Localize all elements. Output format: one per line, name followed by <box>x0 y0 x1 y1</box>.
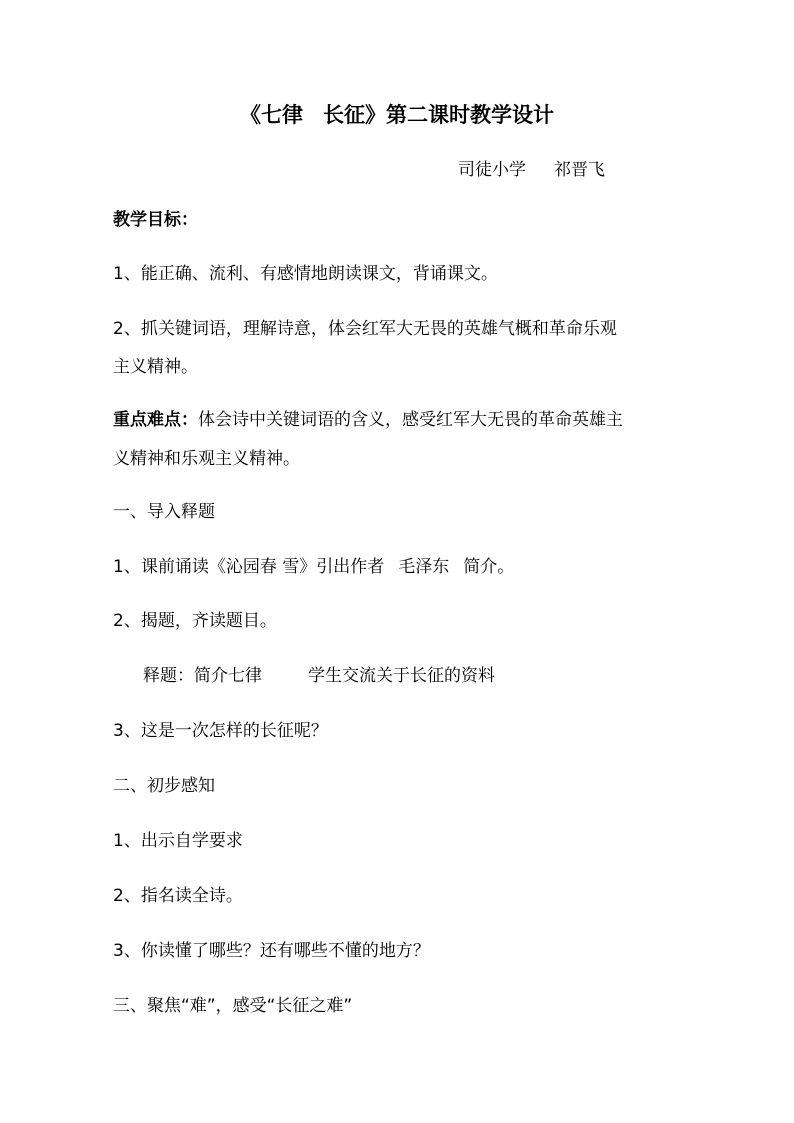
s1-item-1-part-3: 简介。 <box>463 557 515 577</box>
section-2-item-1: 1、出示自学要求 <box>113 831 243 851</box>
section-2-item-2: 2、指名读全诗。 <box>113 886 243 906</box>
section-2-heading: 二、初步感知 <box>113 776 215 796</box>
keypoints-label: 重点难点： <box>113 410 198 430</box>
title-part-2: 长征》第二课时教学设计 <box>323 103 554 127</box>
title-part-1: 《七律 <box>240 103 303 127</box>
section-1-item-1 <box>113 555 514 579</box>
s1-item-1-part-2: 毛泽东 <box>398 557 450 577</box>
objective-2-line-1: 2、抓关键词语，理解诗意，体会红军大无畏的英雄气概和革命乐观 <box>113 319 617 339</box>
keypoints-text: 体会诗中关键词语的含义，感受红军大无畏的革命英雄主 <box>198 410 623 430</box>
document-title <box>0 100 794 130</box>
author-line <box>458 158 605 182</box>
keypoints-line-2: 义精神和乐观主义精神。 <box>113 449 300 469</box>
objective-1: 1、能正确、流利、有感情地朗读课文，背诵课文。 <box>113 264 498 284</box>
keypoints-line-1 <box>113 408 623 432</box>
author-school: 司徒小学 <box>458 160 526 180</box>
s1-explain-part-2: 学生交流关于长征的资料 <box>308 666 495 686</box>
section-1-heading: 一、导入释题 <box>113 502 215 522</box>
section-3-heading: 三、聚焦“难”，感受“长征之难” <box>113 996 353 1016</box>
objective-2-line-2: 主义精神。 <box>113 357 198 377</box>
objectives-heading: 教学目标： <box>113 210 198 230</box>
s1-item-1-part-1: 1、课前诵读《沁园春 雪》引出作者 <box>113 557 385 577</box>
section-1-explain <box>143 664 495 688</box>
s1-explain-part-1: 释题：简介七律 <box>143 666 262 686</box>
section-1-item-3: 3、这是一次怎样的长征呢？ <box>113 721 328 741</box>
section-1-item-2: 2、揭题，齐读题目。 <box>113 611 277 631</box>
section-2-item-3: 3、你读懂了哪些？还有哪些不懂的地方？ <box>113 941 430 961</box>
author-name: 祁晋飞 <box>554 160 605 180</box>
